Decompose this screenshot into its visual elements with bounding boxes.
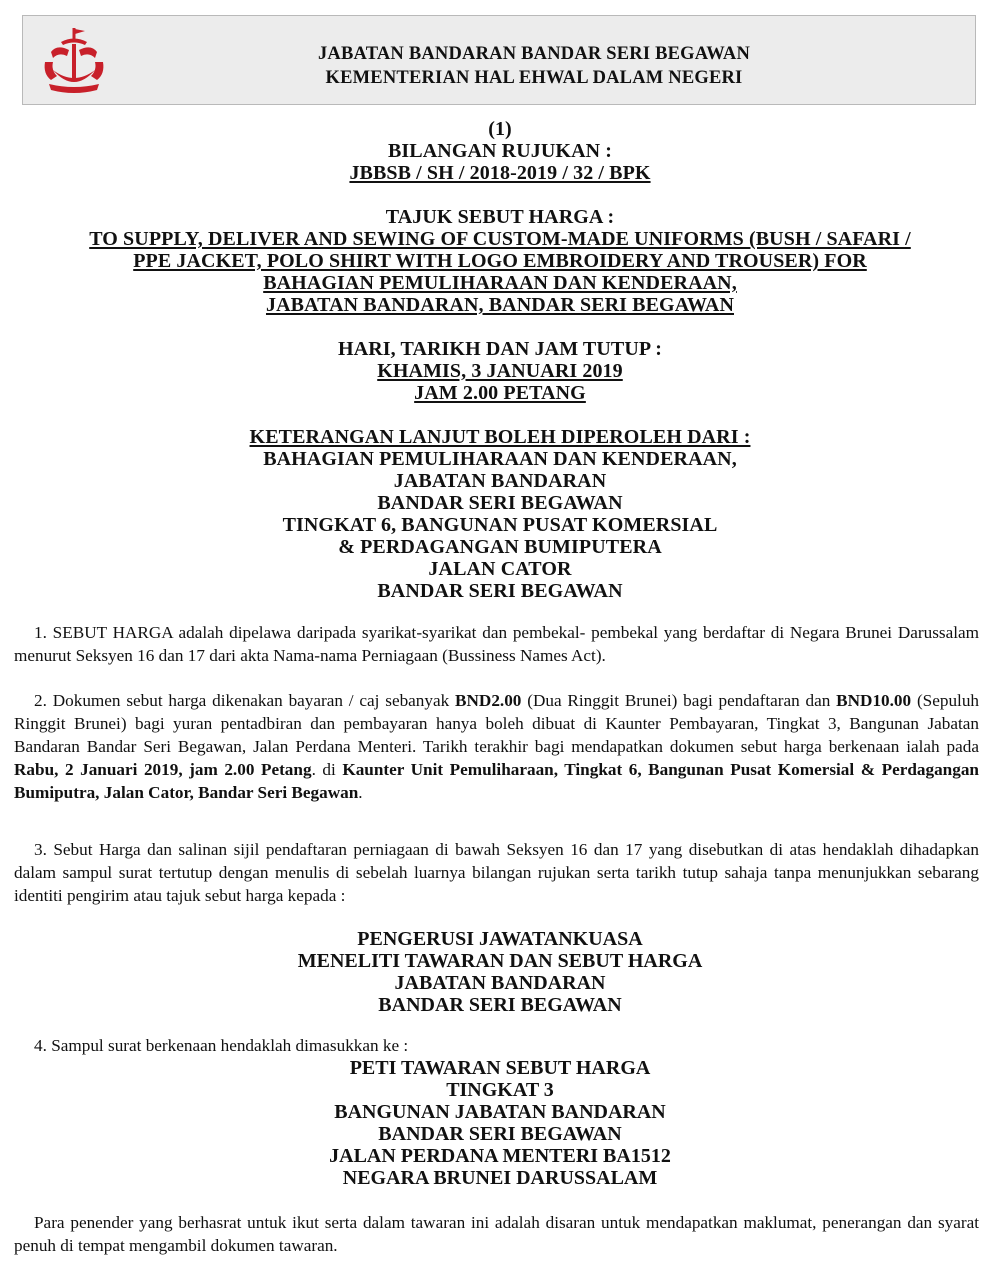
letterhead (22, 15, 976, 105)
address-line: MENELITI TAWARAN DAN SEBUT HARGA (297, 950, 703, 972)
address-line: PETI TAWARAN SEBUT HARGA (349, 1057, 651, 1079)
notice-number: (1) (488, 118, 512, 140)
closing-label: HARI, TARIKH DAN JAM TUTUP : (338, 338, 662, 360)
info-line: JALAN CATOR (428, 558, 572, 580)
title-line: PPE JACKET, POLO SHIRT WITH LOGO EMBROIDERY AND TROUSER) FOR (133, 250, 867, 272)
info-label: KETERANGAN LANJUT BOLEH DIPEROLEH DARI : (249, 426, 751, 448)
info-line: JABATAN BANDARAN (393, 470, 607, 492)
address-line: BANGUNAN JABATAN BANDARAN (334, 1101, 666, 1123)
info-line: BANDAR SERI BEGAWAN (377, 492, 623, 514)
info-line: & PERDAGANGAN BUMIPUTERA (338, 536, 662, 558)
info-line: BAHAGIAN PEMULIHARAAN DAN KENDERAAN, (263, 448, 737, 470)
closing-paragraph: Para penender yang berhasrat untuk ikut serta dalam tawaran ini adalah disaran untuk mendapatkan maklumat, penerangan dan syarat penuh di tempat mengambil dokumen tawaran. (14, 1213, 979, 1255)
address-line: JALAN PERDANA MENTERI BA1512 (329, 1145, 671, 1167)
address-line: BANDAR SERI BEGAWAN (378, 994, 622, 1016)
letterhead-title (23, 42, 975, 90)
department-name: JABATAN BANDARAN BANDAR SERI BEGAWAN (317, 44, 751, 64)
closing-date: KHAMIS, 3 JANUARI 2019 (377, 360, 623, 382)
address-line: TINGKAT 3 (446, 1079, 554, 1101)
title-label: TAJUK SEBUT HARGA : (385, 206, 615, 228)
paragraph-1: 1. SEBUT HARGA adalah dipelawa daripada syarikat-syarikat dan pembekal- pembekal yang berdaftar di Negara Brunei Darussalam menurut Seksyen 16 dan 17 dari akta Nama-nama Perniagaan (Bussiness Names Act). (14, 623, 979, 665)
closing-time: JAM 2.00 PETANG (414, 382, 586, 404)
recipient-address (0, 928, 1000, 1016)
address-line: JABATAN BANDARAN (394, 972, 606, 994)
reference-number: JBBSB / SH / 2018-2019 / 32 / BPK (349, 162, 651, 184)
document-deadline: Rabu, 2 Januari 2019, jam 2.00 Petang (14, 760, 312, 779)
info-line: TINGKAT 6, BANGUNAN PUSAT KOMERSIAL (282, 514, 718, 536)
paragraph-3: 3. Sebut Harga dan salinan sijil pendaftaran perniagaan di bawah Seksyen 16 dan 17 yang disebutkan di atas hendaklah dihadapkan dalam sampul surat tertutup dengan menulis di sebelah luarnya bilangan rujukan serta tarikh tutup sahaja tanpa menunjukkan sebarang identiti pengirim atau tajuk sebut harga kepada : (14, 840, 979, 905)
notice-header (0, 118, 1000, 602)
reference-label: BILANGAN RUJUKAN : (387, 140, 613, 162)
tender-box-address (0, 1057, 1000, 1189)
admin-fee: BND10.00 (836, 691, 912, 710)
ministry-name: KEMENTERIAN HAL EHWAL DALAM NEGERI (325, 68, 743, 88)
info-line: BANDAR SERI BEGAWAN (377, 580, 623, 602)
paragraph-4: 4. Sampul surat berkenaan hendaklah dimasukkan ke : (34, 1036, 409, 1055)
title-line: JABATAN BANDARAN, BANDAR SERI BEGAWAN (265, 294, 734, 316)
title-line: TO SUPPLY, DELIVER AND SEWING OF CUSTOM-MADE UNIFORMS (BUSH / SAFARI / (89, 228, 911, 250)
registration-fee: BND2.00 (455, 691, 522, 710)
address-line: PENGERUSI JAWATANKUASA (357, 928, 643, 950)
paragraph-2: 2. Dokumen sebut harga dikenakan bayaran / caj sebanyak BND2.00 (Dua Ringgit Brunei) bagi pendaftaran dan BND10.00 (Sepuluh Ringgit Brunei) bagi yuran pentadbiran dan pembayaran hanya boleh dibuat di Kaunter Pembayaran, Tingkat 3, Bangunan Jabatan Bandaran Bandar Seri Begawan, Jalan Perdana Menteri. Tarikh terakhir bagi mendapatkan dokumen sebut harga berkenaan ialah pada Rabu, 2 Januari 2019, jam 2.00 Petang. di Kaunter Unit Pemuliharaan, Tingkat 6, Bangunan Pusat Komersial & Perdagangan Bumiputra, Jalan Cator, Bandar Seri Begawan. (14, 691, 980, 802)
collection-counter: Kaunter Unit Pemuliharaan, Tingkat 6, Bangunan Pusat Komersial & Perdagangan Bumiputra, Jalan Cator, Bandar Seri Begawan (14, 760, 979, 802)
address-line: NEGARA BRUNEI DARUSSALAM (342, 1167, 658, 1189)
address-line: BANDAR SERI BEGAWAN (378, 1123, 622, 1145)
title-line: BAHAGIAN PEMULIHARAAN DAN KENDERAAN, (263, 272, 737, 294)
